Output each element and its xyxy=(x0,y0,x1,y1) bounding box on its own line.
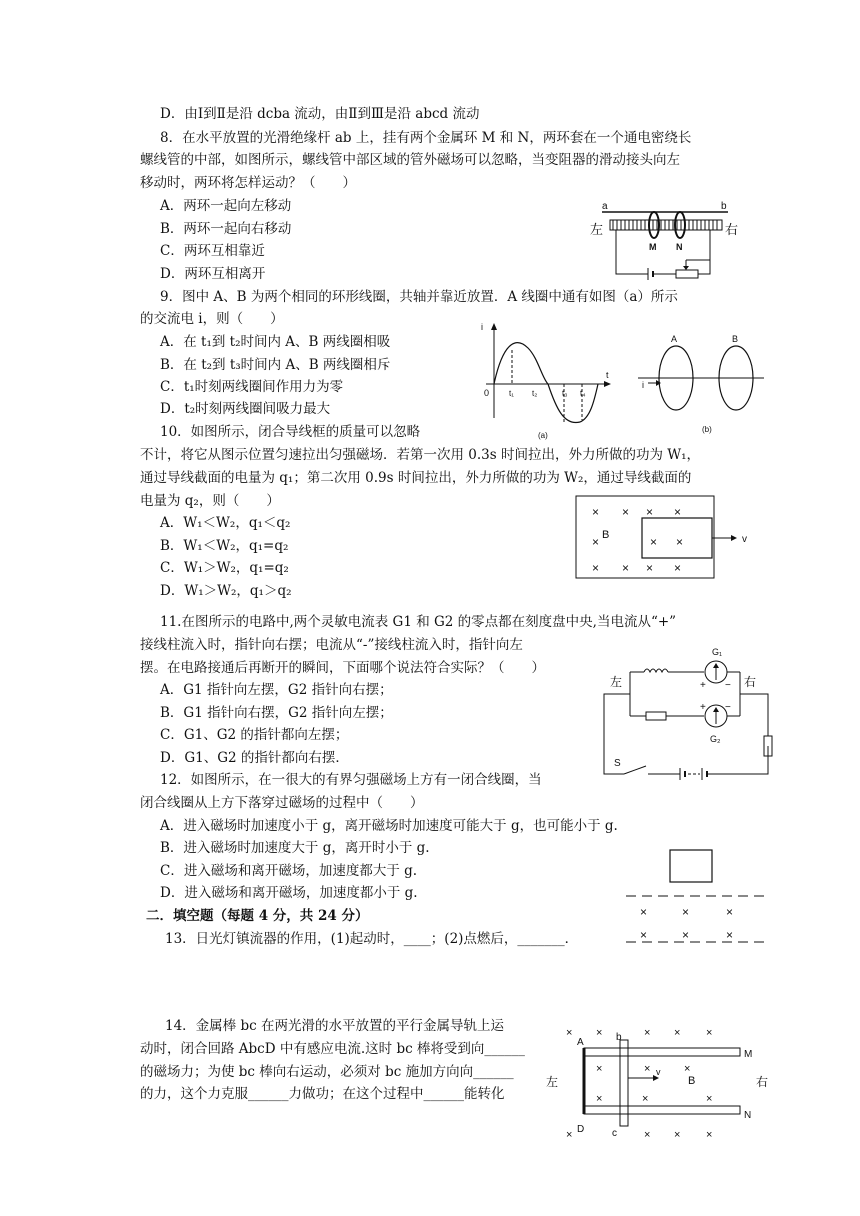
svg-text:×: × xyxy=(682,928,690,942)
solenoid-figure xyxy=(588,196,748,288)
svg-text:×: × xyxy=(596,1093,603,1105)
svg-text:×: × xyxy=(640,928,648,942)
svg-text:×: × xyxy=(646,505,654,519)
svg-text:i: i xyxy=(481,322,483,332)
svg-text:×: × xyxy=(622,561,630,575)
q10-stem-line4: 电量为 q₂，则（ ） xyxy=(140,493,280,509)
svg-text:(a): (a) xyxy=(538,431,548,440)
q9-option-c: C．t₁时刻两线圈间作用力为零 xyxy=(160,379,344,395)
q9-stem-line1: 9．图中 A、B 为两个相同的环形线圈，共轴并靠近放置．A 线圈中通有如图（a）所示 xyxy=(160,289,678,305)
svg-text:G₁: G₁ xyxy=(712,647,723,657)
svg-text:A: A xyxy=(577,1037,584,1048)
svg-text:i: i xyxy=(642,380,644,390)
q10-option-b: B．W₁＜W₂，q₁=q₂ xyxy=(160,538,289,554)
q14-stem-line3: 的磁场力；为使 bc 棒向右运动，必须对 bc 施加方向向______ xyxy=(140,1064,514,1080)
svg-text:0: 0 xyxy=(484,388,490,398)
svg-text:v: v xyxy=(742,534,747,545)
svg-text:×: × xyxy=(644,1063,651,1075)
svg-text:×: × xyxy=(706,1093,713,1105)
svg-text:S: S xyxy=(614,758,621,769)
svg-text:×: × xyxy=(674,1129,681,1141)
q14-stem-line1: 14．金属棒 bc 在两光滑的水平放置的平行金属导轨上运 xyxy=(165,1018,504,1034)
q14-stem-line4: 的力，这个力克服______力做功；在这个过程中______能转化 xyxy=(140,1086,505,1102)
q8-option-c: C．两环互相靠近 xyxy=(160,243,265,259)
section-2-heading: 二．填空题（每题 4 分，共 24 分） xyxy=(146,908,369,924)
svg-text:M: M xyxy=(649,242,657,252)
svg-text:t₃: t₃ xyxy=(562,389,568,398)
svg-text:×: × xyxy=(592,561,600,575)
svg-text:D: D xyxy=(577,1124,585,1135)
galvanometer-circuit-figure xyxy=(584,640,784,782)
q8-stem-line1: 8．在水平放置的光滑绝缘杆 ab 上，挂有两个金属环 M 和 N，两环套在一个通电密绕长 xyxy=(160,130,692,146)
svg-text:×: × xyxy=(684,1063,691,1075)
q10-stem-line1: 10．如图所示，闭合导线框的质量可以忽略 xyxy=(160,424,421,440)
q8-stem-line3: 移动时，两环将怎样运动？（ ） xyxy=(140,175,356,191)
svg-text:×: × xyxy=(650,535,658,549)
q14-stem-line2: 动时，闭合回路 AbcD 中有感应电流.这时 bc 棒将受到向______ xyxy=(140,1041,525,1057)
svg-text:B: B xyxy=(602,529,610,541)
svg-text:×: × xyxy=(726,905,734,919)
q11-stem-line1: 11.在图所示的电路中,两个灵敏电流表 G1 和 G2 的零点都在刻度盘中央,当电流从“+” xyxy=(160,614,677,630)
falling-loop-figure xyxy=(622,846,772,948)
q12-option-a: A．进入磁场时加速度小于 g，离开磁场时加速度可能大于 g，也可能小于 g. xyxy=(160,818,618,834)
svg-text:M: M xyxy=(744,1049,753,1060)
q10-stem-line3: 通过导线截面的电量为 q₁；第二次用 0.9s 时间拉出，外力所做的功为 W₂，通过导线截面的 xyxy=(140,470,692,486)
svg-text:−: − xyxy=(725,702,731,713)
q12-stem-line1: 12．如图所示，在一很大的有界匀强磁场上方有一闭合线圈，当 xyxy=(160,772,542,788)
q10-option-c: C．W₁＞W₂，q₁=q₂ xyxy=(160,560,289,576)
svg-text:×: × xyxy=(596,1063,603,1075)
svg-text:×: × xyxy=(642,1093,649,1105)
svg-text:左: 左 xyxy=(610,675,623,689)
svg-text:×: × xyxy=(644,1129,651,1141)
q11-option-c: C．G1、G2 的指针都向左摆； xyxy=(160,727,349,743)
svg-text:×: × xyxy=(566,1129,573,1141)
svg-text:a: a xyxy=(602,201,608,212)
q13-stem: 13．日光灯镇流器的作用，(1)起动时，____；(2)点燃后，_______． xyxy=(165,931,579,947)
svg-text:×: × xyxy=(674,561,682,575)
svg-text:A: A xyxy=(671,334,678,344)
svg-text:+: + xyxy=(700,702,706,713)
q11-option-a: A．G1 指针向左摆，G2 指针向右摆； xyxy=(160,682,393,698)
q8-option-d: D．两环互相离开 xyxy=(160,266,266,282)
svg-text:×: × xyxy=(622,505,630,519)
svg-text:c: c xyxy=(612,1128,617,1139)
q11-stem-line3: 摆。在电路接通后再断开的瞬间，下面哪个说法符合实际？（ ） xyxy=(140,660,545,676)
coils-figure xyxy=(632,330,772,442)
q11-option-d: D．G1、G2 的指针都向右摆． xyxy=(160,750,349,766)
q12-option-d: D．进入磁场和离开磁场，加速度都小于 g. xyxy=(160,885,418,901)
q12-stem-line2: 闭合线圈从上方下落穿过磁场的过程中（ ） xyxy=(140,795,424,811)
q12-option-c: C．进入磁场和离开磁场，加速度都大于 g. xyxy=(160,863,418,879)
q9-stem-line2: 的交流电 i，则（ ） xyxy=(140,311,284,327)
svg-text:×: × xyxy=(674,1027,681,1039)
svg-text:右: 右 xyxy=(756,1075,769,1089)
svg-text:t₁: t₁ xyxy=(509,389,514,398)
svg-text:×: × xyxy=(644,1027,651,1039)
q8-option-b: B．两环一起向右移动 xyxy=(160,221,292,237)
svg-text:(b): (b) xyxy=(702,425,712,434)
svg-text:v: v xyxy=(656,1067,661,1077)
svg-text:左: 左 xyxy=(546,1075,559,1089)
svg-text:×: × xyxy=(676,535,684,549)
svg-text:左: 左 xyxy=(590,222,604,237)
svg-text:×: × xyxy=(596,1027,603,1039)
svg-text:G₂: G₂ xyxy=(710,734,721,744)
svg-text:+: + xyxy=(700,680,706,691)
svg-text:×: × xyxy=(706,1129,713,1141)
magnetic-field-frame-figure xyxy=(574,494,762,582)
q7-option-d: D．由Ⅰ到Ⅱ是沿 dcba 流动，由Ⅱ到Ⅲ是沿 abcd 流动 xyxy=(160,106,480,122)
q11-stem-line2: 接线柱流入时，指针向右摆；电流从“-”接线柱流入时，指针向左 xyxy=(140,637,523,653)
svg-text:b: b xyxy=(721,201,727,212)
svg-text:B: B xyxy=(732,334,739,344)
svg-text:×: × xyxy=(682,905,690,919)
q10-stem-line2: 不计，将它从图示位置匀速拉出匀强磁场．若第一次用 0.3s 时间拉出，外力所做的功为 W₁， xyxy=(140,447,701,463)
q8-option-a: A．两环一起向左移动 xyxy=(160,198,292,214)
q11-option-b: B．G1 指针向右摆，G2 指针向左摆； xyxy=(160,705,393,721)
svg-text:N: N xyxy=(676,242,683,252)
q9-option-d: D．t₂时刻两线圈间吸力最大 xyxy=(160,401,331,417)
svg-text:×: × xyxy=(706,1027,713,1039)
rail-rod-figure xyxy=(544,1020,784,1144)
svg-text:t₄: t₄ xyxy=(580,389,586,398)
svg-text:×: × xyxy=(640,905,648,919)
svg-text:×: × xyxy=(566,1027,573,1039)
q10-option-d: D．W₁＞W₂，q₁＞q₂ xyxy=(160,583,292,599)
svg-text:b: b xyxy=(616,1032,622,1043)
svg-text:B: B xyxy=(688,1075,696,1087)
q12-option-b: B．进入磁场时加速度大于 g，离开时小于 g. xyxy=(160,840,430,856)
q10-option-a: A．W₁＜W₂，q₁＜q₂ xyxy=(160,515,291,531)
svg-text:×: × xyxy=(646,561,654,575)
q9-option-a: A．在 t₁到 t₂时间内 A、B 两线圈相吸 xyxy=(160,334,391,350)
q9-option-b: B．在 t₂到 t₃时间内 A、B 两线圈相斥 xyxy=(160,357,391,373)
svg-text:×: × xyxy=(726,928,734,942)
q8-stem-line2: 螺线管的中部，如图所示，螺线管中部区域的管外磁场可以忽略，当变阻器的滑动接头向左 xyxy=(140,152,680,168)
svg-text:×: × xyxy=(592,505,600,519)
ac-current-graph xyxy=(476,318,618,442)
svg-text:t₂: t₂ xyxy=(532,389,538,398)
svg-text:−: − xyxy=(725,680,731,691)
svg-text:右: 右 xyxy=(744,675,757,689)
svg-text:×: × xyxy=(592,535,600,549)
svg-text:×: × xyxy=(674,505,682,519)
svg-text:t: t xyxy=(606,370,609,380)
svg-text:N: N xyxy=(744,1110,752,1121)
svg-text:右: 右 xyxy=(725,222,739,237)
